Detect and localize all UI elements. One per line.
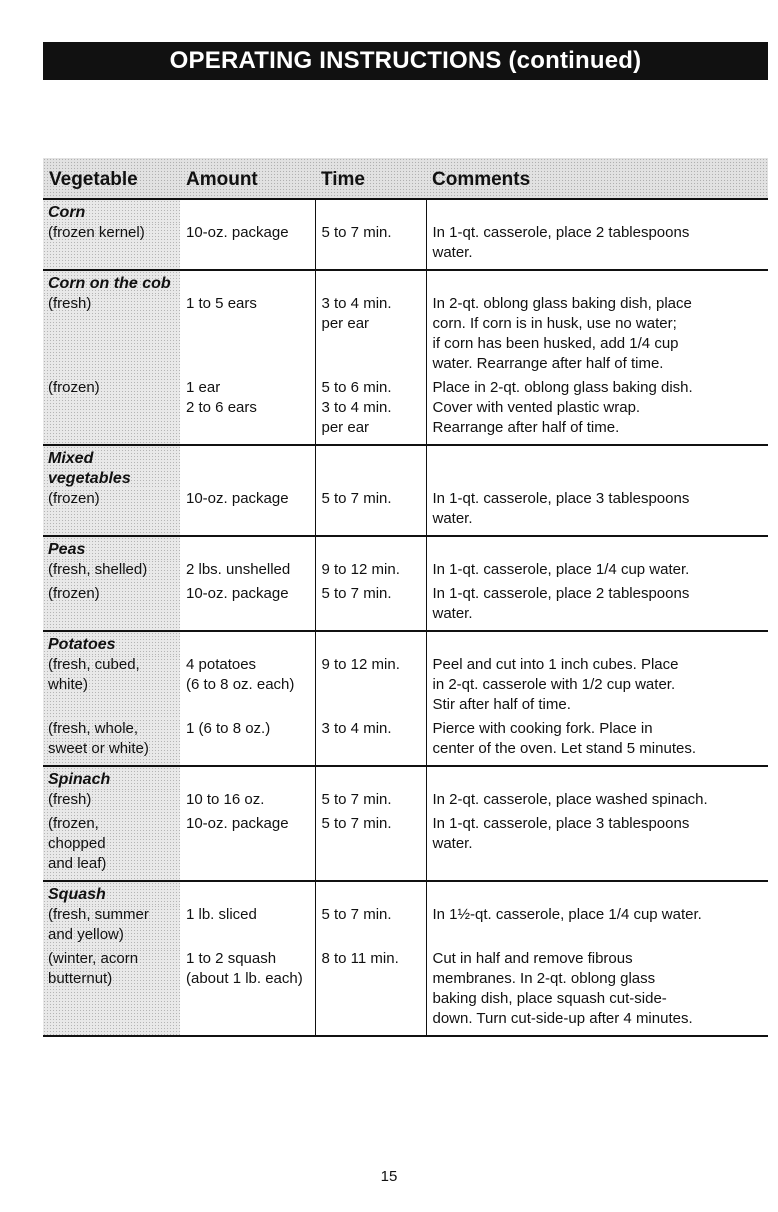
empty-amount-cell <box>180 270 315 294</box>
empty-time-cell <box>315 270 426 294</box>
table-row <box>43 790 768 814</box>
time-cell: 5 to 7 min. <box>315 905 426 949</box>
empty-time-cell <box>315 881 426 905</box>
empty-comments-cell <box>426 766 768 790</box>
amount-cell: 1 ear 2 to 6 ears <box>180 378 315 445</box>
empty-time-cell <box>315 631 426 655</box>
group-header-row <box>43 881 768 905</box>
time-cell: 5 to 7 min. <box>315 790 426 814</box>
comments-cell: Cut in half and remove fibrous membranes. In 2-qt. oblong glass baking dish, place squash cut-side- down. Turn cut-side-up after 4 minutes. <box>426 949 768 1036</box>
vegetable-variant: (frozen) <box>43 584 180 631</box>
vegetable-variant: (fresh, whole, sweet or white) <box>43 719 180 766</box>
vegetable-variant: (frozen) <box>43 489 180 536</box>
col-header-vegetable: Vegetable <box>43 158 180 199</box>
col-header-amount: Amount <box>180 158 315 199</box>
group-header-row <box>43 631 768 655</box>
table-row <box>43 223 768 270</box>
vegetable-group-name: Spinach <box>43 766 180 790</box>
amount-cell: 10 to 16 oz. <box>186 791 265 808</box>
empty-time-cell <box>315 766 426 790</box>
table-body <box>43 199 768 1036</box>
comments-cell: In 2-qt. oblong glass baking dish, place corn. If corn is in husk, use no water; if corn has been husked, add 1/4 cup water. Rearrange after half of time. <box>432 295 692 372</box>
empty-amount-cell <box>180 445 315 489</box>
empty-amount-cell <box>180 199 315 223</box>
vegetable-variant: (frozen) <box>43 378 180 445</box>
table-row <box>43 719 768 766</box>
vegetable-group-name: Peas <box>43 536 180 560</box>
empty-time-cell <box>315 445 426 489</box>
time-cell: 5 to 7 min. <box>315 814 426 881</box>
vegetable-variant: (fresh, cubed, white) <box>43 655 180 719</box>
time-cell: 9 to 12 min. <box>315 655 426 719</box>
empty-comments-cell <box>426 199 768 223</box>
comments-cell: Pierce with cooking fork. Place in center of the oven. Let stand 5 minutes. <box>426 719 768 766</box>
vegetable-cooking-table <box>43 158 768 1037</box>
amount-cell: 1 to 5 ears <box>186 295 257 312</box>
table-row <box>43 905 768 949</box>
vegetable-variant: (fresh, shelled) <box>43 560 180 584</box>
time-cell: 5 to 7 min. <box>315 223 426 270</box>
group-header-row <box>43 536 768 560</box>
time-cell: 5 to 6 min. 3 to 4 min. per ear <box>315 378 426 445</box>
amount-cell: 1 (6 to 8 oz.) <box>180 719 315 766</box>
table-row <box>43 294 768 378</box>
time-cell: 9 to 12 min. <box>315 560 426 584</box>
amount-cell: 10-oz. package <box>180 489 315 536</box>
vegetable-variant: (fresh, summer and yellow) <box>43 905 180 949</box>
col-header-comments: Comments <box>426 158 768 199</box>
table-row <box>43 560 768 584</box>
empty-comments-cell <box>426 445 768 489</box>
table-row <box>43 655 768 719</box>
table-row <box>43 584 768 631</box>
time-cell: 3 to 4 min. <box>315 719 426 766</box>
empty-amount-cell <box>180 536 315 560</box>
table-row <box>43 814 768 881</box>
comments-cell: In 2-qt. casserole, place washed spinach. <box>432 791 708 808</box>
comments-cell: In 1-qt. casserole, place 2 tablespoons water. <box>426 223 768 270</box>
comments-cell: In 1-qt. casserole, place 2 tablespoons water. <box>426 584 768 631</box>
empty-comments-cell <box>426 881 768 905</box>
table-header-row <box>43 158 768 199</box>
page-number: 15 <box>380 1168 398 1185</box>
comments-cell: In 1½-qt. casserole, place 1/4 cup water. <box>432 906 702 923</box>
empty-comments-cell <box>426 270 768 294</box>
comments-cell: Place in 2-qt. oblong glass baking dish. Cover with vented plastic wrap. Rearrange after half of time. <box>426 378 768 445</box>
vegetable-group-name: Corn <box>43 199 180 223</box>
time-cell: 8 to 11 min. <box>315 949 426 1036</box>
section-banner: OPERATING INSTRUCTIONS (continued) <box>43 42 768 80</box>
vegetable-group-name: Mixed vegetables <box>43 445 180 489</box>
empty-comments-cell <box>426 536 768 560</box>
col-header-time: Time <box>315 158 426 199</box>
vegetable-group-name: Potatoes <box>43 631 180 655</box>
vegetable-variant: (fresh) <box>43 294 180 378</box>
time-cell: 5 to 7 min. <box>315 584 426 631</box>
empty-amount-cell <box>180 881 315 905</box>
empty-time-cell <box>315 536 426 560</box>
comments-cell: Peel and cut into 1 inch cubes. Place in 2-qt. casserole with 1/2 cup water. Stir after half of time. <box>432 656 679 713</box>
table-row <box>43 489 768 536</box>
vegetable-group-name: Squash <box>43 881 180 905</box>
comments-cell: In 1-qt. casserole, place 3 tablespoons water. <box>426 489 768 536</box>
vegetable-variant: (winter, acorn butternut) <box>43 949 180 1036</box>
amount-cell: 10-oz. package <box>180 584 315 631</box>
vegetable-variant: (fresh) <box>43 790 180 814</box>
vegetable-variant: (frozen kernel) <box>43 223 180 270</box>
amount-cell: 2 lbs. unshelled <box>186 561 291 578</box>
empty-amount-cell <box>180 766 315 790</box>
comments-cell: In 1-qt. casserole, place 1/4 cup water. <box>432 561 690 578</box>
amount-cell: 10-oz. package <box>180 223 315 270</box>
amount-cell: 10-oz. package <box>180 814 315 881</box>
group-header-row <box>43 270 768 294</box>
group-header-row <box>43 766 768 790</box>
empty-comments-cell <box>426 631 768 655</box>
table-row <box>43 378 768 445</box>
time-cell: 5 to 7 min. <box>315 489 426 536</box>
time-cell: 3 to 4 min. per ear <box>315 294 426 378</box>
comments-cell: In 1-qt. casserole, place 3 tablespoons water. <box>426 814 768 881</box>
vegetable-variant: (frozen, chopped and leaf) <box>43 814 180 881</box>
amount-cell: 4 potatoes (6 to 8 oz. each) <box>186 656 295 693</box>
empty-amount-cell <box>180 631 315 655</box>
group-header-row <box>43 445 768 489</box>
vegetable-group-name: Corn on the cob <box>43 270 180 294</box>
empty-time-cell <box>315 199 426 223</box>
amount-cell: 1 to 2 squash (about 1 lb. each) <box>180 949 315 1036</box>
amount-cell: 1 lb. sliced <box>186 906 257 923</box>
group-header-row <box>43 199 768 223</box>
table-row <box>43 949 768 1036</box>
